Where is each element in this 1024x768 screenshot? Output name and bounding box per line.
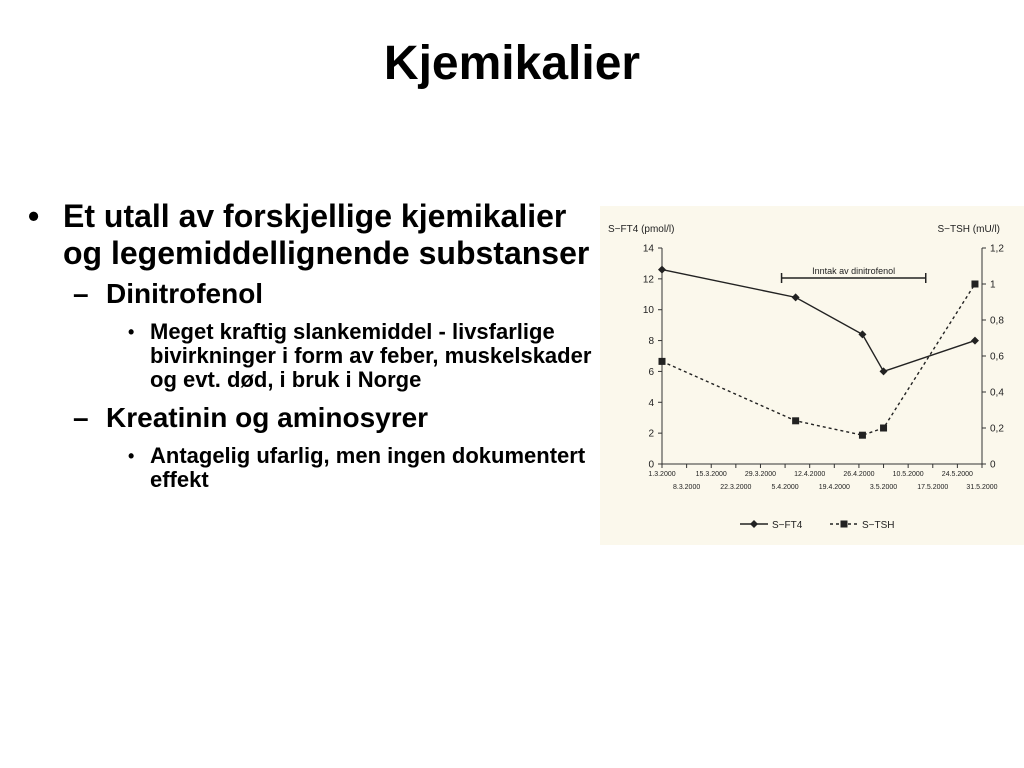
y-right-tick-label: 0 <box>990 459 996 471</box>
x-tick-label: 22.3.2000 <box>720 484 752 491</box>
sub-bullet-kreatinin <box>26 402 601 434</box>
data-point-ft4 <box>658 266 666 274</box>
y-left-tick-label: 12 <box>642 274 654 286</box>
sub-bullet-dinitrofenol <box>26 278 601 310</box>
sub-sub-bullet <box>26 444 601 492</box>
x-tick-label: 24.5.2000 <box>941 471 973 478</box>
legend-label-tsh: S−TSH <box>862 520 895 531</box>
y-right-axis-label: S−TSH (mU/l) <box>937 224 1000 235</box>
sub-bullet-text: Dinitrofenol <box>106 278 264 309</box>
y-right-tick-label: 0,4 <box>990 387 1004 399</box>
legend-marker-tsh <box>841 521 848 528</box>
x-tick-label: 15.3.2000 <box>695 471 727 478</box>
x-tick-label: 1.3.2000 <box>648 471 676 478</box>
slide-title: Kjemikalier <box>383 37 641 90</box>
y-left-tick-label: 10 <box>642 305 654 317</box>
x-tick-label: 17.5.2000 <box>917 484 949 491</box>
bullet-main <box>26 198 601 272</box>
data-point-ft4 <box>880 367 888 375</box>
annotation-label: Inntak av dinitrofenol <box>812 266 896 276</box>
x-tick-label: 29.3.2000 <box>744 471 777 478</box>
sub-bullet-text: Kreatinin og aminosyrer <box>106 402 429 433</box>
data-point-tsh <box>659 358 666 365</box>
data-point-ft4 <box>792 293 800 301</box>
y-left-tick-label: 4 <box>648 397 654 409</box>
chart <box>600 206 1024 545</box>
bullet-main-text: Et utall av forskjellige kjemikalier og legemiddellignende substanser <box>63 198 590 271</box>
y-right-tick-label: 0,6 <box>990 351 1004 363</box>
chart-svg <box>600 206 1024 545</box>
dash-icon: – <box>73 402 89 433</box>
data-point-tsh <box>880 425 887 432</box>
x-tick-label: 31.5.2000 <box>966 484 998 491</box>
x-tick-label: 8.3.2000 <box>672 484 701 491</box>
y-left-tick-label: 6 <box>648 366 654 378</box>
sub-sub-bullet <box>26 320 601 392</box>
legend-marker-ft4 <box>750 520 758 528</box>
dash-icon: – <box>73 278 89 309</box>
y-left-tick-label: 2 <box>648 428 654 440</box>
y-left-tick-label: 8 <box>648 336 654 348</box>
x-tick-label: 26.4.2000 <box>843 471 875 478</box>
y-right-tick-label: 1 <box>990 279 996 291</box>
bullet-dot-icon: • <box>128 322 135 342</box>
sub-sub-bullet-text: Meget kraftig slankemiddel - livsfarlige bivirkninger i form av feber, muskelskader og evt. død, i bruk i Norge <box>150 319 592 392</box>
x-tick-label: 10.5.2000 <box>892 471 924 478</box>
data-point-ft4 <box>858 330 866 338</box>
x-tick-label: 12.4.2000 <box>794 471 826 478</box>
y-right-tick-label: 0,8 <box>990 315 1004 327</box>
y-left-tick-label: 14 <box>642 243 654 255</box>
x-tick-label: 5.4.2000 <box>771 484 799 491</box>
y-right-tick-label: 1,2 <box>990 243 1004 255</box>
data-point-ft4 <box>971 337 979 345</box>
series-line-ft4 <box>662 270 975 372</box>
data-point-tsh <box>859 432 866 439</box>
data-point-tsh <box>792 417 799 424</box>
data-point-tsh <box>971 281 978 288</box>
bullet-dot-icon: • <box>28 198 40 234</box>
y-right-tick-label: 0,2 <box>990 423 1004 435</box>
x-tick-label: 19.4.2000 <box>818 484 850 491</box>
x-tick-label: 3.5.2000 <box>869 484 898 491</box>
y-left-tick-label: 0 <box>648 459 654 471</box>
series-line-tsh <box>662 284 975 435</box>
bullet-list <box>26 198 601 492</box>
legend-label-ft4: S−FT4 <box>772 520 803 531</box>
sub-sub-bullet-text: Antagelig ufarlig, men ingen dokumentert effekt <box>150 443 586 492</box>
y-left-axis-label: S−FT4 (pmol/l) <box>608 224 675 235</box>
bullet-dot-icon: • <box>128 446 135 466</box>
